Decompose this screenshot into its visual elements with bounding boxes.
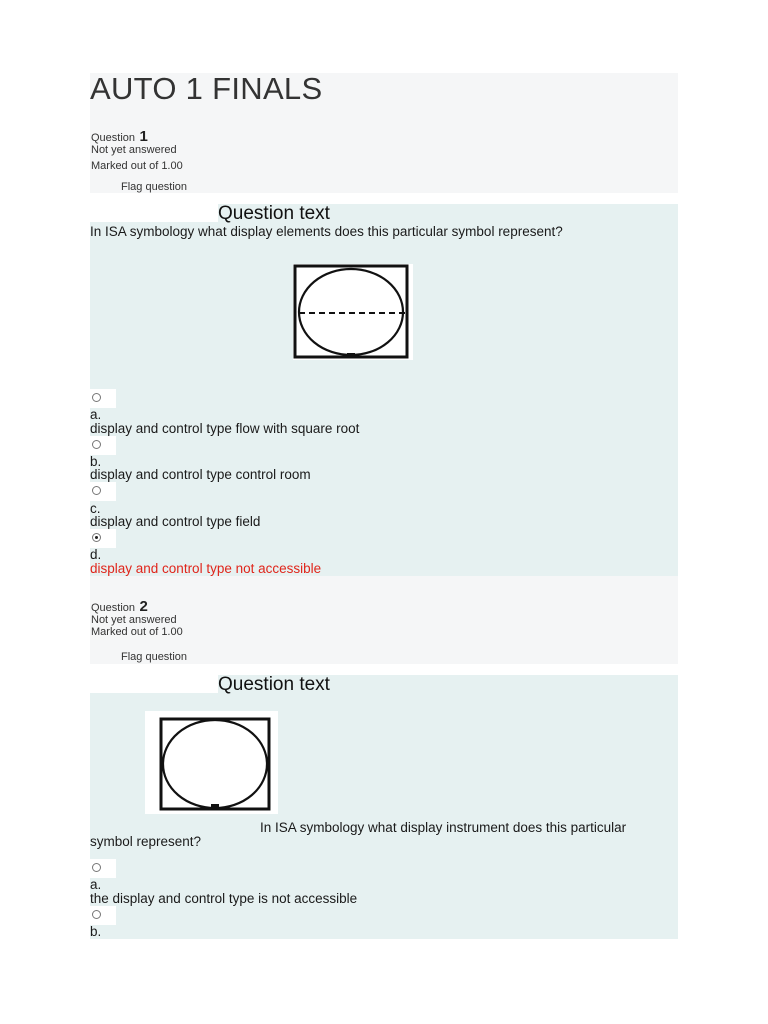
option-a-radio-box — [90, 389, 116, 408]
flag-question-2-link[interactable]: Flag question — [121, 651, 188, 663]
q2-option-b-radio[interactable] — [92, 910, 101, 919]
question-1-status: Not yet answered — [91, 144, 177, 156]
question-1-marks-text — [91, 156, 183, 174]
option-c-radio-box — [90, 482, 116, 501]
circle-in-square-icon — [145, 711, 278, 814]
question-2-text-line-1: In ISA symbology what display instrument does this particular — [260, 820, 627, 835]
question-1-text: In ISA symbology what display elements does this particular symbol represent? — [90, 224, 563, 239]
question-2-marks: Marked out of 1.00 — [91, 626, 183, 638]
option-b-radio-box — [90, 436, 116, 455]
option-a-text[interactable]: display and control type flow with square root — [90, 421, 360, 436]
option-c-letter: c. — [90, 501, 101, 516]
q2-option-a-radio[interactable] — [92, 863, 101, 872]
q2-option-a-text[interactable]: the display and control type is not accessible — [90, 891, 358, 906]
question-2-status: Not yet answered — [91, 614, 177, 626]
option-d-letter: d. — [90, 547, 102, 562]
question-label: Question — [91, 602, 136, 614]
option-d-radio-box — [90, 529, 116, 548]
question-2-text-line-2: symbol represent? — [90, 834, 202, 849]
q2-option-b-letter: b. — [90, 924, 102, 939]
question-2-text-heading: Question text — [218, 675, 678, 695]
flag-question-1-link[interactable]: Flag question — [121, 181, 188, 193]
question-1-image — [293, 264, 413, 360]
page-title: AUTO 1 FINALS — [90, 71, 323, 106]
question-2-image — [145, 711, 278, 814]
q2-option-a-radio-box — [90, 859, 116, 878]
question-number: 1 — [139, 128, 148, 145]
option-c-text[interactable]: display and control type field — [90, 514, 261, 529]
option-b-radio[interactable] — [92, 440, 101, 449]
option-a-radio[interactable] — [92, 393, 101, 402]
marked-out-of: Marked out of 1.00 — [91, 160, 183, 172]
circle-in-square-dashed-line-icon — [293, 264, 413, 360]
q2-option-b-radio-box — [90, 906, 116, 925]
q2-option-a-letter: a. — [90, 877, 102, 892]
option-d-radio-selected[interactable] — [92, 533, 101, 542]
question-label: Question — [91, 132, 136, 144]
option-b-text[interactable]: display and control type control room — [90, 467, 311, 482]
option-a-letter: a. — [90, 407, 102, 422]
option-d-text-selected[interactable]: display and control type not accessible — [90, 561, 322, 576]
option-b-letter: b. — [90, 454, 102, 469]
question-1-text-heading: Question text — [218, 204, 678, 224]
option-c-radio[interactable] — [92, 486, 101, 495]
question-number: 2 — [139, 598, 148, 615]
